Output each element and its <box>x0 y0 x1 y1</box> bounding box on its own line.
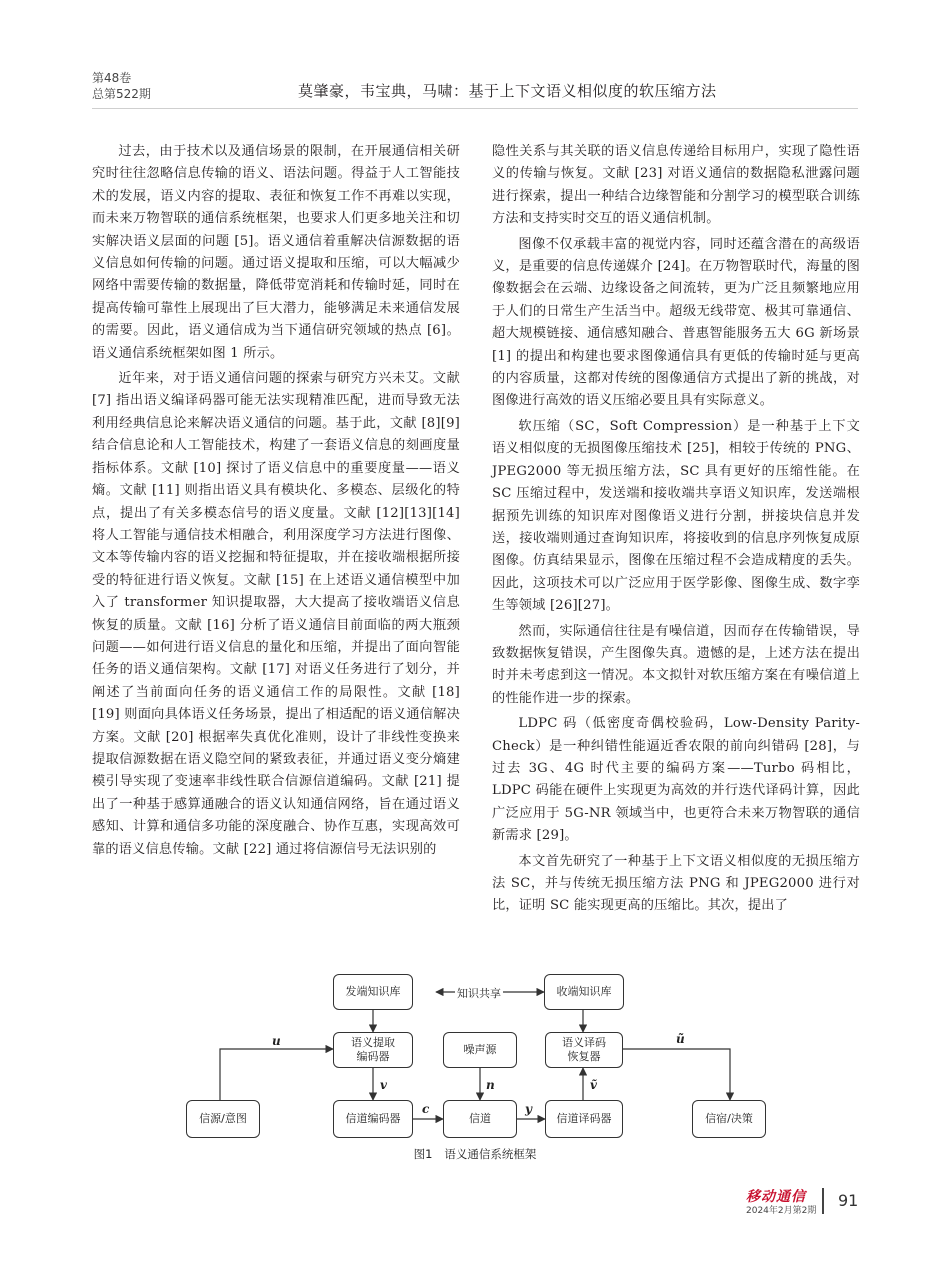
paragraph: 软压缩（SC，Soft Compression）是一种基于上下文语义相似度的无损图像压缩技术 [25]，相较于传统的 PNG、JPEG2000 等无损压缩方法，SC 具有更好的压缩性能。在 SC 压缩过程中，发送端和接收端共享语义知识库，发送端根据预先训练的知识库对图像语义进行分割，拼接块信息并发送，接收端则通过查询知识库，将接收到的信息序列恢复成原图像。仿真结果显示，图像在压缩过程不会造成精度的丢失。因此，这项技术可以广泛应用于医学影像、图像生成、数字孪生等领域 [26][27]。 <box>492 418 860 614</box>
symbol-u: u <box>272 1034 281 1048</box>
symbol-u-hat: ũ <box>676 1032 685 1046</box>
paragraph: 近年来，对于语义通信问题的探索与研究方兴未艾。文献 [7] 指出语义编译码器可能无法实现精准匹配，进而导致无法利用经典信息论来解决语义通信的问题。基于此，文献 [8][9] 结合信息论和人工智能技术，构建了一套语义信息的刻画度量指标体系。文献 [10] 探讨了语义信息中的重要度量——语义熵。文献 [11] 则指出语义具有模块化、多模态、层级化的特点，提出了有关多模态信号的语义度量。文献 [12][13][14] 将人工智能与通信技术相融合，利用深度学习方法进行图像、文本等传输内容的语义挖掘和特征提取，并在接收端根据所接受的特征进行语义恢复。文献 [15] 在上述语义通信模型中加入了 transformer 知识提取器，大大提高了接收端语义信息恢复的质量。文献 [16] 分析了语义通信目前面临的两大瓶颈问题——如何进行语义信息的量化和压缩，并提出了面向智能任务的语义通信架构。文献 [17] 对语义任务进行了划分，并阐述了当前面向任务的语义通信工作的局限性。文献 [18][19] 则面向具体语义任务场景，提出了相适配的语义通信解决方案。文献 [20] 根据率失真优化准则，设计了非线性变换来提取信源数据在语义隐空间的紧致表征，并通过语义变分熵建模引导实现了变速率非线性联合信源信道编码。文献 [21] 提出了一种基于感算通融合的语义认知通信网络，旨在通过语义感知、计算和通信多功能的深度融合、协作互惠，实现高效可靠的语义信息传输。文献 [22] 通过将信源信号无法识别的 <box>92 371 460 857</box>
knowledge-share-label: 知识共享 <box>457 987 501 1000</box>
paragraph: 图像不仅承载丰富的视觉内容，同时还蕴含潜在的高级语义，是重要的信息传递媒介 [24]。在万物智联时代，海量的图像数据会在云端、边缘设备之间流转，更为广泛且频繁地应用于人们的日常生产生活当中。超级无线带宽、极其可靠通信、超大规模链接、通信感知融合、普惠智能服务五大 6G 新场景 [1] 的提出和构建也要求图像通信具有更低的传输时延与更高的内容质量，这都对传统的图像通信方式提出了新的挑战，对图像进行高效的语义压缩必要且具有实际意义。 <box>492 236 860 409</box>
page-number: 91 <box>838 1191 859 1210</box>
paragraph: 然而，实际通信往往是有噪信道，因而存在传输错误，导致数据恢复错误，产生图像失真。遗憾的是，上述方法在提出时并未考虑到这一情况。本文拟针对软压缩方案在有噪信道上的性能作进一步的探索。 <box>492 623 860 706</box>
issue-total-label: 总第522期 <box>92 87 151 101</box>
sink-decision-box: 信宿/决策 <box>692 1100 766 1138</box>
figure-1-diagram <box>180 974 770 1144</box>
journal-logo: 移动通信 <box>746 1189 806 1205</box>
figure-caption <box>0 1146 950 1162</box>
channel-encoder-box: 信道编码器 <box>333 1100 413 1138</box>
rx-knowledge-base-box: 收端知识库 <box>544 974 624 1010</box>
channel-decoder-box: 信道译码器 <box>545 1100 623 1138</box>
symbol-v: v <box>380 1078 387 1092</box>
channel-box: 信道 <box>443 1100 517 1138</box>
semantic-decoder-box: 语义译码 恢复器 <box>545 1032 623 1068</box>
figure-caption-number: 图1 <box>413 1147 433 1161</box>
arrow-u-hat <box>623 1049 730 1100</box>
right-column <box>492 141 860 918</box>
header-divider <box>92 108 858 109</box>
symbol-y: y <box>525 1102 532 1116</box>
left-column <box>92 141 460 861</box>
issue-date: 2024年2月第2期 <box>746 1206 817 1216</box>
arrow-u <box>220 1049 333 1100</box>
tx-knowledge-base-box: 发端知识库 <box>333 974 413 1010</box>
symbol-v-hat: ṽ <box>590 1078 597 1092</box>
semantic-encoder-box: 语义提取 编码器 <box>333 1032 413 1068</box>
symbol-c: c <box>422 1102 430 1116</box>
footer-divider <box>822 1188 824 1214</box>
paragraph: 过去，由于技术以及通信场景的限制，在开展通信相关研究时往往忽略信息传输的语义、语法问题。得益于人工智能技术的发展，语义内容的提取、表征和恢复工作不再难以实现，而未来万物智联的通信系统框架，也要求人们更多地关注和切实解决语义层面的问题 [5]。语义通信着重解决信源数据的语义信息如何传输的问题。通过语义提取和压缩，可以大幅减少网络中需要传输的数据量，降低带宽消耗和传输时延，同时在提高传输可靠性上展现出了巨大潜力，能够满足未来通信发展的需要。因此，语义通信成为当下通信研究领域的热点 [6]。语义通信系统框架如图 1 所示。 <box>92 144 460 361</box>
volume-label: 第48卷 <box>92 71 132 85</box>
source-intent-box: 信源/意图 <box>186 1100 260 1138</box>
symbol-n: n <box>486 1078 495 1092</box>
figure-caption-text: 语义通信系统框架 <box>444 1147 537 1161</box>
header-volume <box>92 70 151 102</box>
noise-source-box: 噪声源 <box>443 1032 517 1068</box>
paragraph: 本文首先研究了一种基于上下文语义相似度的无损压缩方法 SC，并与传统无损压缩方法 PNG 和 JPEG2000 进行对比，证明 SC 能实现更高的压缩比。其次，提出了 <box>492 853 860 914</box>
paragraph: 隐性关系与其关联的语义信息传递给目标用户，实现了隐性语义的传输与恢复。文献 [23] 对语义通信的数据隐私泄露问题进行探索，提出一种结合边缘智能和分割学习的模型联合训练方法和支持实时交互的语义通信机制。 <box>492 144 860 227</box>
paragraph: LDPC 码（低密度奇偶校验码，Low-Density Parity-Check）是一种纠错性能逼近香农限的前向纠错码 [28]，与过去 3G、4G 时代主要的编码方案——Turbo 码相比，LDPC 码能在硬件上实现更为高效的并行迭代译码计算，因此广泛应用于 5G-NR 领域当中，也更符合未来万物智联的通信新需求 [29]。 <box>492 716 860 844</box>
running-title: 莫肇豪，韦宝典，马啸：基于上下文语义相似度的软压缩方法 <box>298 82 717 100</box>
